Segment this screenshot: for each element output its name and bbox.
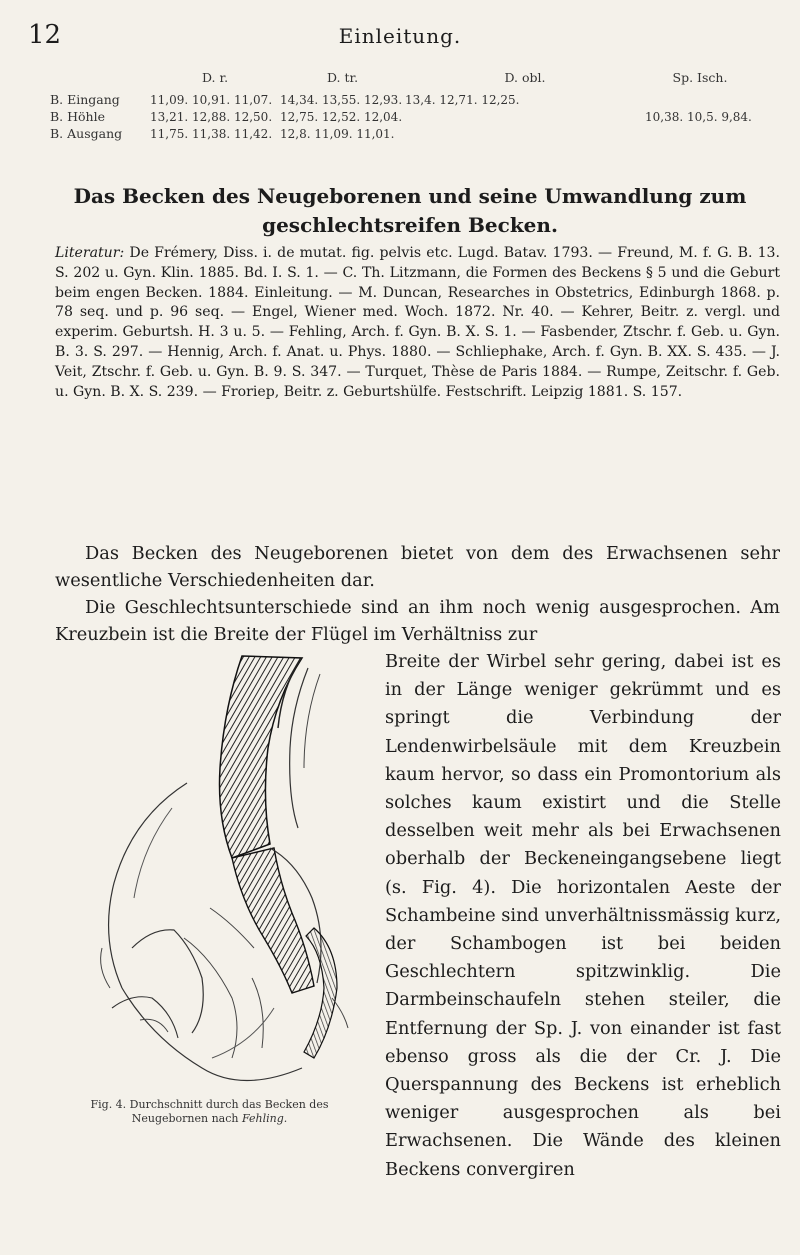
cell-d-r: 11,75. 11,38. 11,42. (150, 126, 273, 141)
section-title (40, 182, 780, 240)
body-paragraph-2-intro: Die Geschlechtsunterschiede sind an ihm noch wenig ausgesprochen. Am Kreuzbein ist die Breite der Flügel im Verhältniss zur (55, 597, 780, 645)
measurement-table (50, 70, 755, 142)
body-paragraph-2-column: Breite der Wirbel sehr gering, dabei ist es in der Länge weniger gekrümmt und es springt die Verbindung der Lendenwirbelsäule mit dem Kreuzbein kaum hervor, so dass ein Promontorium als solches kaum existirt und die Stelle desselben weit mehr als bei Erwachsenen oberhalb der Beckeneingangsebene liegt (s. Fig. 4). Die horizontalen Aeste der Schambeine sind unverhältnissmässig kurz, der Schambogen ist bei beiden Geschlechtern spitzwinklig. Die Darmbeinschaufeln stehen steiler, die Entfernung der Sp. J. von einander ist fast ebenso gross als die der Cr. J. Die Querspannung des Beckens ist erheblich weniger ausgesprochen als bei Erwachsenen. Die Wände des kleinen Beckens convergiren (385, 651, 781, 1180)
cell-d-obl (405, 125, 645, 142)
caption-text: Fig. 4. Durchschnitt durch das Becken des Neugebornen nach (90, 1098, 329, 1125)
cell-d-obl (405, 108, 645, 125)
section-title-line2: geschlechtsreifen Becken. (262, 213, 558, 237)
cell-sp-isch: 10,38. 10,5. 9,84. (645, 109, 752, 124)
col-d-r: D. r. (201, 70, 229, 85)
caption-author: Fehling. (241, 1112, 288, 1125)
table-row (50, 125, 755, 142)
pelvis-section-figure (92, 648, 382, 1096)
literature-block (55, 244, 780, 402)
row-label: B. Eingang (50, 92, 120, 107)
col-sp-isch: Sp. Isch. (672, 70, 728, 85)
cell-d-r: 11,09. 10,91. 11,07. (150, 92, 273, 107)
cell-d-tr: 12,75. 12,52. 12,04. (280, 109, 403, 124)
page-number: 12 (28, 20, 62, 50)
cell-d-tr: 12,8. 11,09. 11,01. (280, 126, 395, 141)
section-title-line1: Das Becken des Neugeborenen und seine Umwandlung zum (73, 184, 747, 208)
row-label: B. Ausgang (50, 126, 123, 141)
running-head: Einleitung. (338, 24, 462, 48)
measurement-header-row (50, 70, 755, 91)
cell-d-tr: 14,34. 13,55. 12,93. (280, 92, 403, 107)
cell-d-obl: 13,4. 12,71. 12,25. (405, 92, 520, 107)
table-row (50, 91, 755, 108)
col-d-obl: D. obl. (504, 70, 546, 85)
table-row (50, 108, 755, 125)
cell-sp-isch (645, 91, 755, 108)
col-d-tr: D. tr. (326, 70, 359, 85)
measurement-header-blank (50, 70, 150, 91)
row-label: B. Höhle (50, 109, 106, 124)
cell-sp-isch (645, 125, 755, 142)
body-paragraph-1: Das Becken des Neugeborenen bietet von dem des Erwachsenen sehr wesentliche Verschiedenheiten dar. (55, 543, 780, 591)
literature-text: De Frémery, Diss. i. de mutat. fig. pelvis etc. Lugd. Batav. 1793. — Freund, M. f. G. B. 13. S. 202 u. Gyn. Klin. 1885. Bd. I. S. 1. — C. Th. Litzmann, die Formen des Beckens § 5 und die Geburt beim engen Becken. 1884. Einleitung. — M. Duncan, Researches in Obstetrics, Edinburgh 1868. p. 78 seq. und p. 96 seq. — Engel, Wiener med. Woch. 1872. Nr. 40. — Kehrer, Beitr. z. vergl. und experim. Geburtsh. H. 3 u. 5. — Fehling, Arch. f. Gyn. B. X. S. 1. — Fasbender, Ztschr. f. Geb. u. Gyn. B. 3. S. 297. — Hennig, Arch. f. Anat. u. Phys. 1880. — Schliephake, Arch. f. Gyn. B. XX. S. 435. — J. Veit, Ztschr. f. Geb. u. Gyn. B. 9. S. 347. — Turquet, Thèse de Paris 1884. — Rumpe, Zeitschr. f. Geb. u. Gyn. B. X. S. 239. — Froriep, Beitr. z. Geburtshülfe. Festschrift. Leipzig 1881. S. 157. (55, 245, 780, 400)
literature-label: Literatur: (55, 245, 125, 261)
pelvis-section-drawing (92, 648, 382, 1096)
figure-caption (52, 1098, 367, 1126)
cell-d-r: 13,21. 12,88. 12,50. (150, 109, 273, 124)
